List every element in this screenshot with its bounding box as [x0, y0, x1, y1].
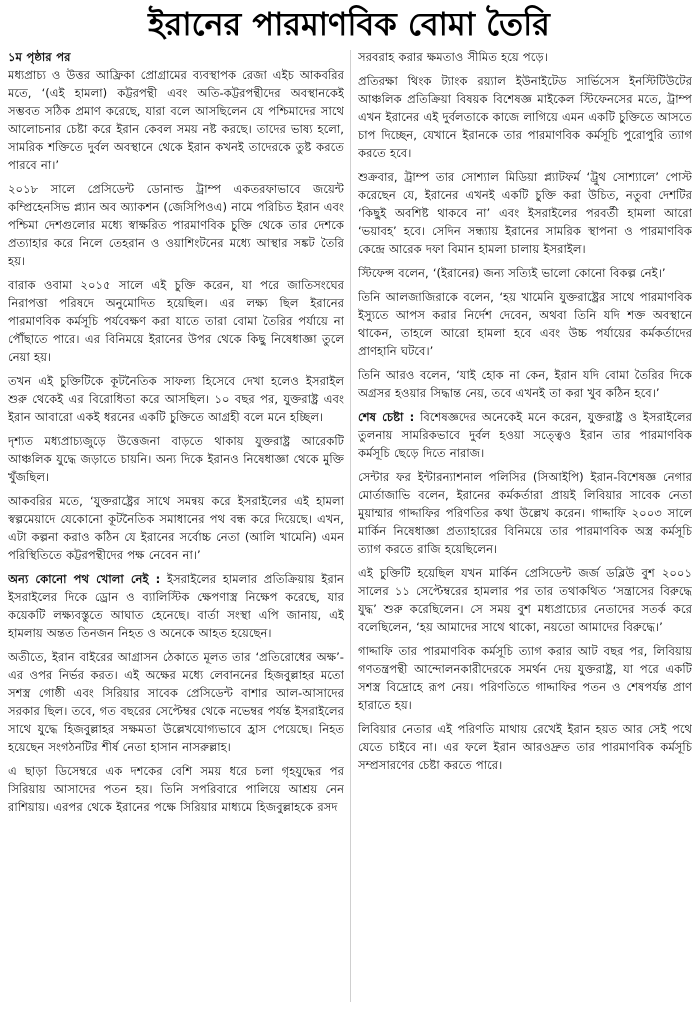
- paragraph: অতীতে, ইরান বাইরের আগ্রাসন ঠেকাতে মূলত তার ‘প্রতিরোধের অক্ষ’-এর ওপর নির্ভর করত। এই অক্ষের মধ্যে লেবাননের হিজবুল্লাহর মতো সশস্ত্র গোষ্ঠী এবং সিরিয়ার সাবেক প্রেসিডেন্ট বাশার আল-আসাদের সরকার ছিল। তবে, গত বছরের সেপ্টেম্বর থেকে নভেম্বর পর্যন্ত ইসরাইলের সাথে যুদ্ধে হিজবুল্লাহর সক্ষমতা উল্লেখযোগ্যভাবে হ্রাস পেয়েছে। নিহত হয়েছেন সংগঠনটির শীর্ষ নেতা হাসান নাসরুল্লাহ।: [8, 650, 344, 754]
- paragraph: দৃশ্যত মধ্যপ্রাচ্যজুড়ে উত্তেজনা বাড়তে থাকায় যুক্তরাষ্ট্র আরেকটি আঞ্চলিক যুদ্ধে জড়াতে চায়নি। অন্য দিকে ইরানও নিষেধাজ্ঞা থেকে মুক্তি খুঁজছিল।: [8, 434, 344, 484]
- paragraph: গাদ্দাফি তার পারমাণবিক কর্মসূচি ত্যাগ করার আট বছর পর, লিবিয়ায় গণতন্ত্রপন্থী আন্দোলনকারীদেরকে সমর্থন দেয় যুক্তরাষ্ট্র, যা পরে একটি সশস্ত্র বিদ্রোহে রূপ নেয়। পরিণতিতে গাদ্দাফির পতন ও শেষপর্যন্ত প্রাণ হারাতে হয়।: [358, 644, 692, 712]
- paragraph: সরবরাহ করার ক্ষমতাও সীমিত হয়ে পড়ে।: [358, 50, 548, 64]
- paragraph: ২০১৮ সালে প্রেসিডেন্ট ডোনাল্ড ট্রাম্প একতরফাভাবে জয়েন্ট কম্প্রিহেনসিভ প্ল্যান অব অ্যাকশন (জেসিপিওএ) নামে পরিচিত ইরান এবং পশ্চিমা দেশগুলোর মধ্যে স্বাক্ষরিত পারমাণবিক চুক্তি থেকে তার দেশকে প্রত্যাহার করে নিলে তেহরান ও ওয়াশিংটনের মধ্যে আস্থার সঙ্কট তৈরি হয়।: [8, 182, 344, 268]
- paragraph: স্টিফেন্স বলেন, ‘(ইরানের) জন্য সত্যিই ভালো কোনো বিকল্প নেই।’: [358, 266, 666, 280]
- paragraph: প্রতিরক্ষা থিংক ট্যাংক রয়্যাল ইউনাইটেড সার্ভিসেস ইনস্টিটিউটের আঞ্চলিক প্রতিক্রিয়া বিষয়ক বিশেষজ্ঞ মাইকেল স্টিফেনসের মতে, ট্রাম্প এখন ইরানের এই দুর্বলতাকে কাজে লাগিয়ে এমন একটি চুক্তিতে আসতে চাপ দিচ্ছেন, যেখানে ইরানকে তার পারমাণবিক কর্মসূচি পুরোপুরি ত্যাগ করতে হবে।: [358, 74, 692, 160]
- subhead-text: বিশেষজ্ঞদের অনেকেই মনে করেন, যুক্তরাষ্ট্র ও ইসরাইলের তুলনায় সামরিকভাবে দুর্বল হওয়া সত্ত্বেও ইরান তার পারমাণবিক কর্মসূচি ছেড়ে দিতে নারাজ।: [358, 410, 692, 460]
- paragraph: এই চুক্তিটি হয়েছিল যখন মার্কিন প্রেসিডেন্ট জর্জ ডব্লিউ বুশ ২০০১ সালের ১১ সেপ্টেম্বরের হামলার পর তার তথাকথিত ‘সন্ত্রাসের বিরুদ্ধে যুদ্ধ’ শুরু করেছিলেন। সে সময় বুশ মধ্যপ্রাচ্যের নেতাদের সতর্ক করে বলেছিলেন, ‘হয় আমাদের সাথে থাকো, নয়তো আমাদের বিরুদ্ধে।’: [358, 566, 692, 634]
- subhead-text: ইসরাইলের হামলার প্রতিক্রিয়ায় ইরান ইসরাইলের দিকে ড্রোন ও ব্যালিস্টিক ক্ষেপণাস্ত্র নিক্ষেপ করেছে, যার কয়েকটি লক্ষ্যবস্তুতে আঘাত হেনেছে। বার্তা সংস্থা এপি জানায়, এই হামলায় অন্তত তিনজন নিহত ও অনেকে আহত হয়েছেন।: [8, 572, 344, 640]
- paragraph: সেন্টার ফর ইন্টারন্যাশনাল পলিসির (সিআইপি) ইরান-বিশেষজ্ঞ নেগার মোর্তাজাভি বলেন, ইরানের কর্মকর্তারা প্রায়ই লিবিয়ার সাবেক নেতা মুয়াম্মার গাদ্দাফির পরিণতির কথা উল্লেখ করেন। গাদ্দাফি ২০০৩ সালে মার্কিন নিষেধাজ্ঞা প্রত্যাহারের বিনিময়ে তার পারমাণবিক অস্ত্র কর্মসূচি ত্যাগ করতে রাজি হয়েছিলেন।: [358, 470, 692, 556]
- paragraph: তিনি আরও বলেন, ‘যাই হোক না কেন, ইরান যদি বোমা তৈরির দিকে অগ্রসর হওয়ার সিদ্ধান্ত নেয়, তবে এখনই তা করা খুব কঠিন হবে।’: [358, 368, 692, 400]
- page-reference: ১ম পৃষ্ঠার পর: [8, 50, 71, 64]
- subhead-paragraph: [358, 408, 692, 462]
- subhead-paragraph: [8, 570, 344, 642]
- column-divider: [350, 50, 351, 1002]
- subhead: শেষ চেষ্টা :: [358, 410, 415, 424]
- article-headline: ইরানের পারমাণবিক বোমা তৈরি: [148, 5, 550, 43]
- left-column: [8, 48, 344, 1005]
- right-column: [358, 48, 692, 1005]
- paragraph: লিবিয়ার নেতার এই পরিণতি মাথায় রেখেই ইরান হয়ত আর সেই পথে যেতে চাইবে না। এর ফলে ইরান আরওদ্রুত তার পারমাণবিক কর্মসূচি সম্প্রসারণের চেষ্টা করতে পারে।: [358, 722, 692, 772]
- paragraph: তিনি আলজাজিরাকে বলেন, ‘হয় খামেনি যুক্তরাষ্ট্রের সাথে পারমাণবিক ইস্যুতে আপস করার নির্দেশ দেবেন, অথবা তিনি যদি শক্ত অবস্থানে থাকেন, তাহলে আরো হামলা হবে এবং উচ্চ পর্যায়ের কর্মকর্তাদের প্রাণহানি ঘটবে।’: [358, 290, 692, 358]
- paragraph: শুক্রবার, ট্রাম্প তার সোশ্যাল মিডিয়া প্ল্যাটফর্ম ‘ট্রুথ সোশ্যালে’ পোস্ট করেছেন যে, ইরানের এখনই একটি চুক্তি করা উচিত, নতুবা দেশটির ‘কিছুই অবশিষ্ট থাকবে না’ এবং ইসরাইলের পরবর্তী হামলা আরো ‘ভয়াবহ’ হবে। সেদিন সন্ধ্যায় ইরানের সামরিক স্থাপনা ও পারমাণবিক কেন্দ্রে আরেক দফা বিমান হামলা চালায় ইসরাইল।: [358, 170, 692, 256]
- paragraph: এ ছাড়া ডিসেম্বরে এক দশকের বেশি সময় ধরে চলা গৃহযুদ্ধের পর সিরিয়ায় আসাদের পতন হয়। তিনি সপরিবারে পালিয়ে আশ্রয় নেন রাশিয়ায়। এরপর থেকে ইরানের পক্ষে সিরিয়ার মাধ্যমে হিজবুল্লাহকে রসদ: [8, 764, 344, 814]
- paragraph: তখন এই চুক্তিটিকে কূটনৈতিক সাফল্য হিসেবে দেখা হলেও ইসরাইল শুরু থেকেই এর বিরোধিতা করে আসছিল। ১০ বছর পর, যুক্তরাষ্ট্র এবং ইরান আবারো একই ধরনের একটি চুক্তিতে আগ্রহী বলে মনে হচ্ছিল।: [8, 374, 344, 424]
- paragraph: আকবরির মতে, ‘যুক্তরাষ্ট্রের সাথে সমন্বয় করে ইসরাইলের এই হামলা স্বল্পমেয়াদে যেকোনো কূটনৈতিক সমাধানের পথ বন্ধ করে দিয়েছে। এখন, এটা কল্পনা করাও কঠিন যে ইরানের সর্বোচ্চ নেতা (আলি খামেনি) এমন পরিস্থিতিতে কট্টরপন্থীদের পক্ষ নেবেন না।’: [8, 494, 344, 562]
- subhead: অন্য কোনো পথ খোলা নেই :: [8, 572, 161, 586]
- paragraph: বারাক ওবামা ২০১৫ সালে এই চুক্তি করেন, যা পরে জাতিসংঘের নিরাপত্তা পরিষদে অনুমোদিত হয়েছিল। এর লক্ষ্য ছিল ইরানের পারমাণবিক কর্মসূচি পর্যবেক্ষণ করা যাতে তারা বোমা তৈরির পর্যায়ে না পৌঁছাতে পারে। এর বিনিময়ে ইরানের উপর থেকে কিছু নিষেধাজ্ঞা তুলে নেয়া হয়।: [8, 278, 344, 364]
- paragraph: মধ্যপ্রাচ্য ও উত্তর আফ্রিকা প্রোগ্রামের ব্যবস্থাপক রেজা এইচ আকবরির মতে, ‘(এই হামলা) কট্টরপন্থী এবং অতি-কট্টরপন্থীদের অবস্থানকেই সম্ভবত সঠিক প্রমাণ করেছে, যারা বলে আসছিলেন যে পশ্চিমাদের সাথে আলোচনার চেষ্টা করে ইরান কেবল সময় নষ্ট করছে। তাদের ভাষ্য হলো, সামরিক শক্তিতে দুর্বল অবস্থানে থেকে ইরান কখনই তাদেরকে তুষ্ট করতে পারবে না।’: [8, 68, 344, 172]
